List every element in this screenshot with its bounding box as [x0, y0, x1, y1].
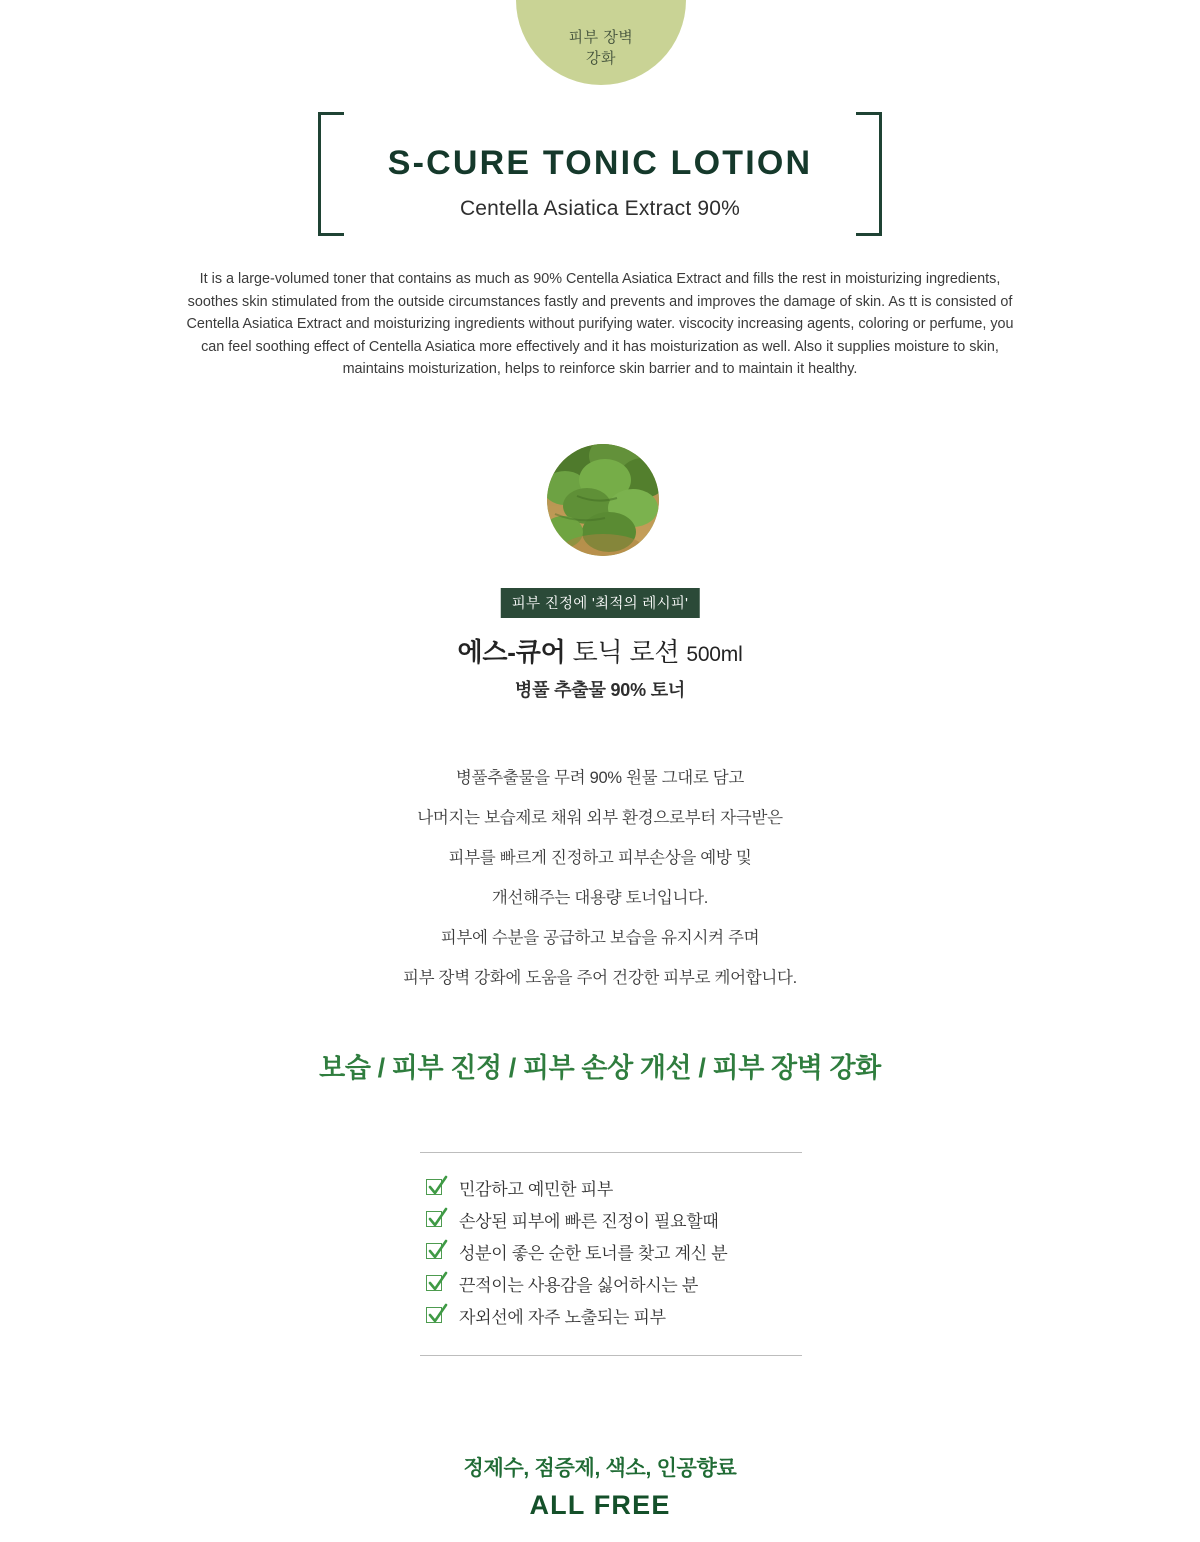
- check-icon: [426, 1306, 445, 1325]
- free-from-ingredients: 정제수, 점증제, 색소, 인공향료: [463, 1457, 737, 1480]
- product-name-strong: 에스-큐어: [457, 637, 566, 667]
- product-name-rest: 토닉 로션: [572, 637, 680, 667]
- english-description: It is a large-volumed toner that contains as much as 90% Centella Asiatica Extract and fills the rest in moisturizing ingredients, soothes skin stimulated from the outside circumstances fastly and prevents and improves the damage of skin. As tt is consisted of Centella Asiatica Extract and moisturizing ingredients without purifying water. viscocity increasing agents, coloring or perfume, you can feel soothing effect of Centella Asiatica more effectively and it has moisturization as well. Also it supplies moisture to skin, maintains moisturization, helps to reinforce skin barrier and to maintain it healthy.: [186, 271, 1014, 377]
- list-item: [420, 1175, 802, 1200]
- korean-description-line: 나머지는 보습제로 채워 외부 환경으로부터 자극받은: [417, 809, 783, 827]
- korean-description-line: 개선해주는 대용량 토너입니다.: [491, 889, 709, 907]
- page-title: S-CURE TONIC LOTION: [387, 144, 813, 182]
- korean-description-line: 피부에 수분을 공급하고 보습을 유지시켜 주며: [440, 929, 760, 947]
- korean-description-line: 피부를 빠르게 진정하고 피부손상을 예방 및: [448, 849, 752, 867]
- left-bracket-icon: [318, 112, 344, 236]
- list-item: [420, 1271, 802, 1296]
- checklist-label: 민감하고 예민한 피부: [459, 1180, 613, 1199]
- checklist-label: 끈적이는 사용감을 싫어하시는 분: [459, 1276, 698, 1295]
- checklist-label: 손상된 피부에 빠른 진정이 필요할때: [459, 1212, 719, 1231]
- korean-description-line: 피부 장벽 강화에 도움을 주어 건강한 피부로 케어합니다.: [403, 969, 797, 987]
- checklist-label: 자외선에 자주 노출되는 피부: [459, 1308, 666, 1327]
- check-icon: [426, 1210, 445, 1229]
- check-icon: [426, 1274, 445, 1293]
- right-bracket-icon: [856, 112, 882, 236]
- bracket-wrapper: [318, 112, 883, 221]
- korean-description: [0, 758, 1200, 998]
- check-icon: [426, 1242, 445, 1261]
- list-item: [420, 1239, 802, 1264]
- list-item: [420, 1207, 802, 1232]
- skin-barrier-badge: [516, 0, 686, 85]
- badge-line-2: 강화: [586, 50, 616, 67]
- korean-description-line: 병풀추출물을 무려 90% 원물 그대로 담고: [455, 769, 745, 787]
- checklist-label: 성분이 좋은 순한 토너를 찾고 계신 분: [459, 1244, 728, 1263]
- recommended-for-section: [420, 1152, 802, 1356]
- list-item: [420, 1303, 802, 1328]
- badge-line-1: 피부 장벽: [568, 29, 634, 46]
- product-subtitle: 병풀 추출물 90% 토너: [514, 680, 686, 700]
- all-free-label: ALL FREE: [529, 1490, 671, 1520]
- centella-leaf-photo: [547, 444, 659, 556]
- page-subtitle: Centella Asiatica Extract 90%: [459, 197, 741, 220]
- divider-bottom: [420, 1355, 802, 1356]
- title-block: [0, 112, 1200, 221]
- product-name: [0, 632, 1200, 669]
- product-volume: 500ml: [686, 643, 743, 666]
- recipe-label: 피부 진정에 '최적의 레시피': [501, 588, 700, 618]
- check-icon: [426, 1178, 445, 1197]
- checklist: [420, 1153, 802, 1355]
- leaf-photo-graphic: [547, 444, 659, 556]
- benefits-headline: 보습 / 피부 진정 / 피부 손상 개선 / 피부 장벽 강화: [319, 1053, 881, 1083]
